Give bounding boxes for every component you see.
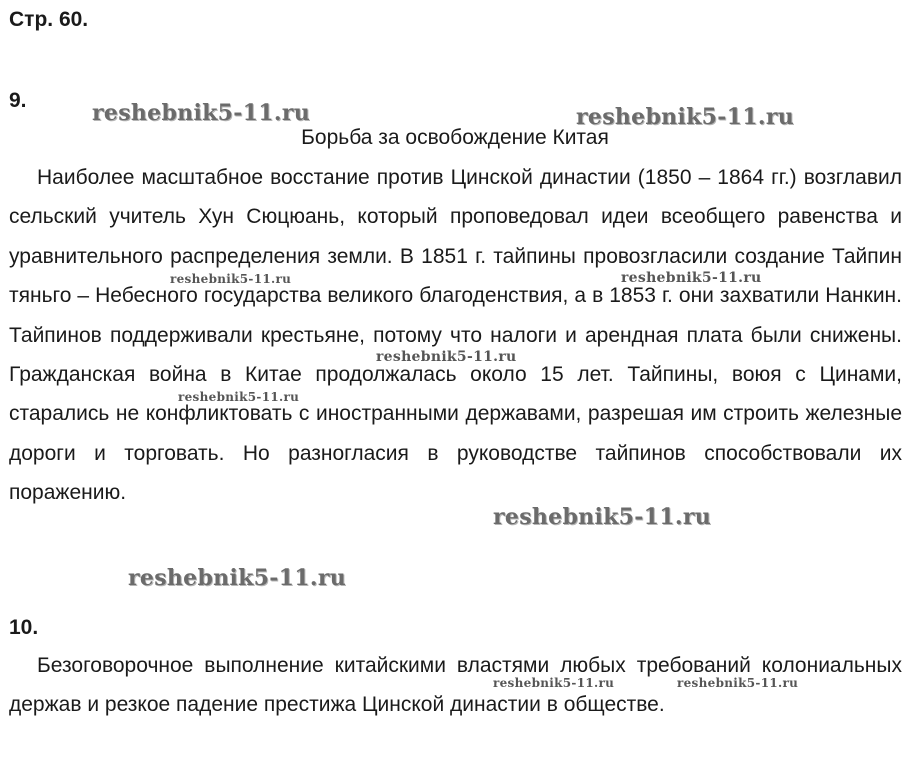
watermark: reshebnik5-11.ru: [493, 504, 712, 530]
watermark: reshebnik5-11.ru: [170, 272, 292, 286]
watermark: reshebnik5-11.ru: [178, 390, 300, 404]
question-10-number: 10.: [9, 616, 39, 639]
watermark: reshebnik5-11.ru: [621, 270, 762, 286]
watermark: reshebnik5-11.ru: [576, 104, 795, 130]
question-9-answer: Наиболее масштабное восстание против Цинской династии (1850 – 1864 гг.) возглавил сельский учитель Хун Сюцюань, который проповедовал идеи всеобщего равенства и уравнительного распределения земли. В 1851 г. тайпины провозгласили создание Тайпин тяньго – Небесного государства великого благоденствия, а в 1853 г. они захватили Нанкин. Тайпинов поддерживали крестьяне, потому что налоги и арендная плата были снижены. Гражданская война в Китае продолжалась около 15 лет. Тайпины, воюя с Цинами, старались не конфликтовать с иностранными державами, разрешая им строить железные дороги и торговать. Но разногласия в руководстве тайпинов способствовали их поражению.: [9, 166, 902, 505]
watermark: reshebnik5-11.ru: [92, 100, 311, 126]
watermark: reshebnik5-11.ru: [376, 349, 517, 365]
question-9-title: Борьба за освобождение Китая: [301, 126, 609, 149]
page-header: Стр. 60.: [9, 8, 89, 31]
question-9-number: 9.: [9, 89, 27, 112]
question-10-answer: Безоговорочное выполнение китайскими властями любых требований колониальных держав и резкое падение престижа Цинской династии в обществе.: [9, 654, 902, 717]
watermark: reshebnik5-11.ru: [493, 676, 615, 690]
watermark: reshebnik5-11.ru: [128, 565, 347, 591]
watermark: reshebnik5-11.ru: [677, 676, 799, 690]
